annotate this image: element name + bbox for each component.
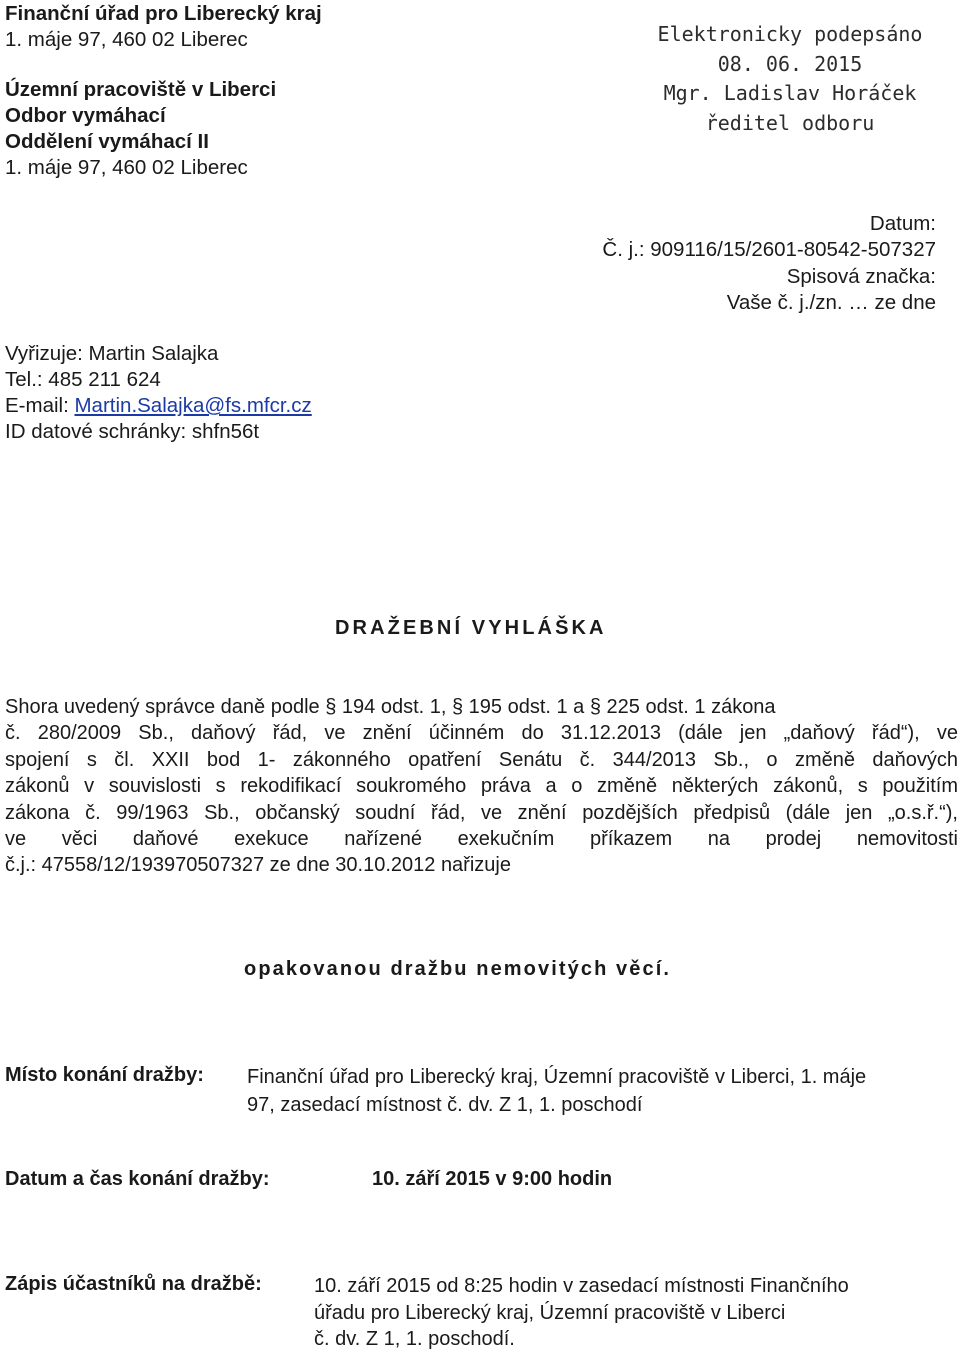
handler: Vyřizuje: Martin Salajka [5, 342, 219, 365]
signature-text: Elektronicky podepsáno [657, 22, 923, 46]
signature-date: 08. 06. 2015 [717, 51, 863, 76]
intro-line: zákona č. 99/1963 Sb., občanský soudní řád, ve znění pozdějších předpisů (dále jen „o.s.ř.“), [5, 801, 958, 824]
place-value [247, 1064, 866, 1119]
datetime-label: Datum a čas konání dražby: [5, 1168, 270, 1190]
place-line: Finanční úřad pro Liberecký kraj, Územní pracoviště v Liberci, 1. máje [247, 1066, 867, 1088]
file-mark-label: Spisová značka: [786, 265, 936, 288]
datetime-value: 10. září 2015 v 9:00 hodin [372, 1168, 613, 1190]
date-label: Datum: [869, 212, 936, 235]
auction-subtitle: opakovanou dražbu nemovitých věcí. [244, 958, 672, 980]
intro-paragraph [5, 694, 958, 879]
e-signature-stamp [600, 20, 960, 138]
place-line: 97, zasedací místnost č. dv. Z 1, 1. poschodí [247, 1093, 643, 1116]
intro-line: Shora uvedený správce daně podle § 194 odst. 1, § 195 odst. 1 a § 225 odst. 1 zákona [5, 696, 776, 718]
intro-line: č. 280/2009 Sb., daňový řád, ve znění účinném do 31.12.2013 (dále jen „daňový řád“), ve [5, 722, 958, 745]
registration-line: č. dv. Z 1, 1. poschodí. [314, 1328, 515, 1350]
your-reference: Vaše č. j./zn. … ze dne [726, 291, 936, 314]
section-address: 1. máje 97, 460 02 Liberec [5, 156, 248, 179]
registration-label: Zápis účastníků na dražbě: [5, 1273, 262, 1295]
registration-value [314, 1273, 849, 1353]
registration-line: úřadu pro Liberecký kraj, Územní pracoviště v Liberci [314, 1301, 786, 1324]
office-name: Finanční úřad pro Liberecký kraj [5, 2, 322, 25]
signature-role: ředitel odboru [705, 110, 875, 135]
email-label: E-mail: [5, 394, 75, 417]
intro-line: č.j.: 47558/12/193970507327 ze dne 30.10.2012 nařizuje [5, 854, 511, 877]
registration-line: 10. září 2015 od 8:25 hodin v zasedací místnosti Finančního [314, 1275, 849, 1297]
department-name: Odbor vymáhací [5, 104, 166, 127]
place-label: Místo konání dražby: [5, 1064, 204, 1086]
section-name: Oddělení vymáhací II [5, 130, 209, 153]
document-title: DRAŽEBNÍ VYHLÁŠKA [335, 617, 607, 639]
intro-line: spojení s čl. XXII bod 1- zákonného opatření Senátu č. 344/2013 Sb., o změně daňových [5, 748, 958, 771]
workplace-name: Územní pracoviště v Liberci [5, 78, 277, 101]
case-number: Č. j.: 909116/15/2601-80542-507327 [602, 238, 936, 261]
intro-line: ve věci daňové exekuce nařízené exekučním příkazem na prodej nemovitosti [5, 828, 958, 851]
databox-id: ID datové schránky: shfn56t [5, 420, 260, 443]
intro-line: zákonů v souvislosti s rekodifikací soukromého práva a o změně některých zákonů, s použitím [5, 775, 958, 798]
signature-name: Mgr. Ladislav Horáček [663, 81, 917, 105]
office-address: 1. máje 97, 460 02 Liberec [5, 28, 248, 51]
phone: Tel.: 485 211 624 [5, 368, 161, 391]
email-line [5, 393, 312, 419]
email-link[interactable]: Martin.Salajka@fs.mfcr.cz [74, 394, 312, 417]
